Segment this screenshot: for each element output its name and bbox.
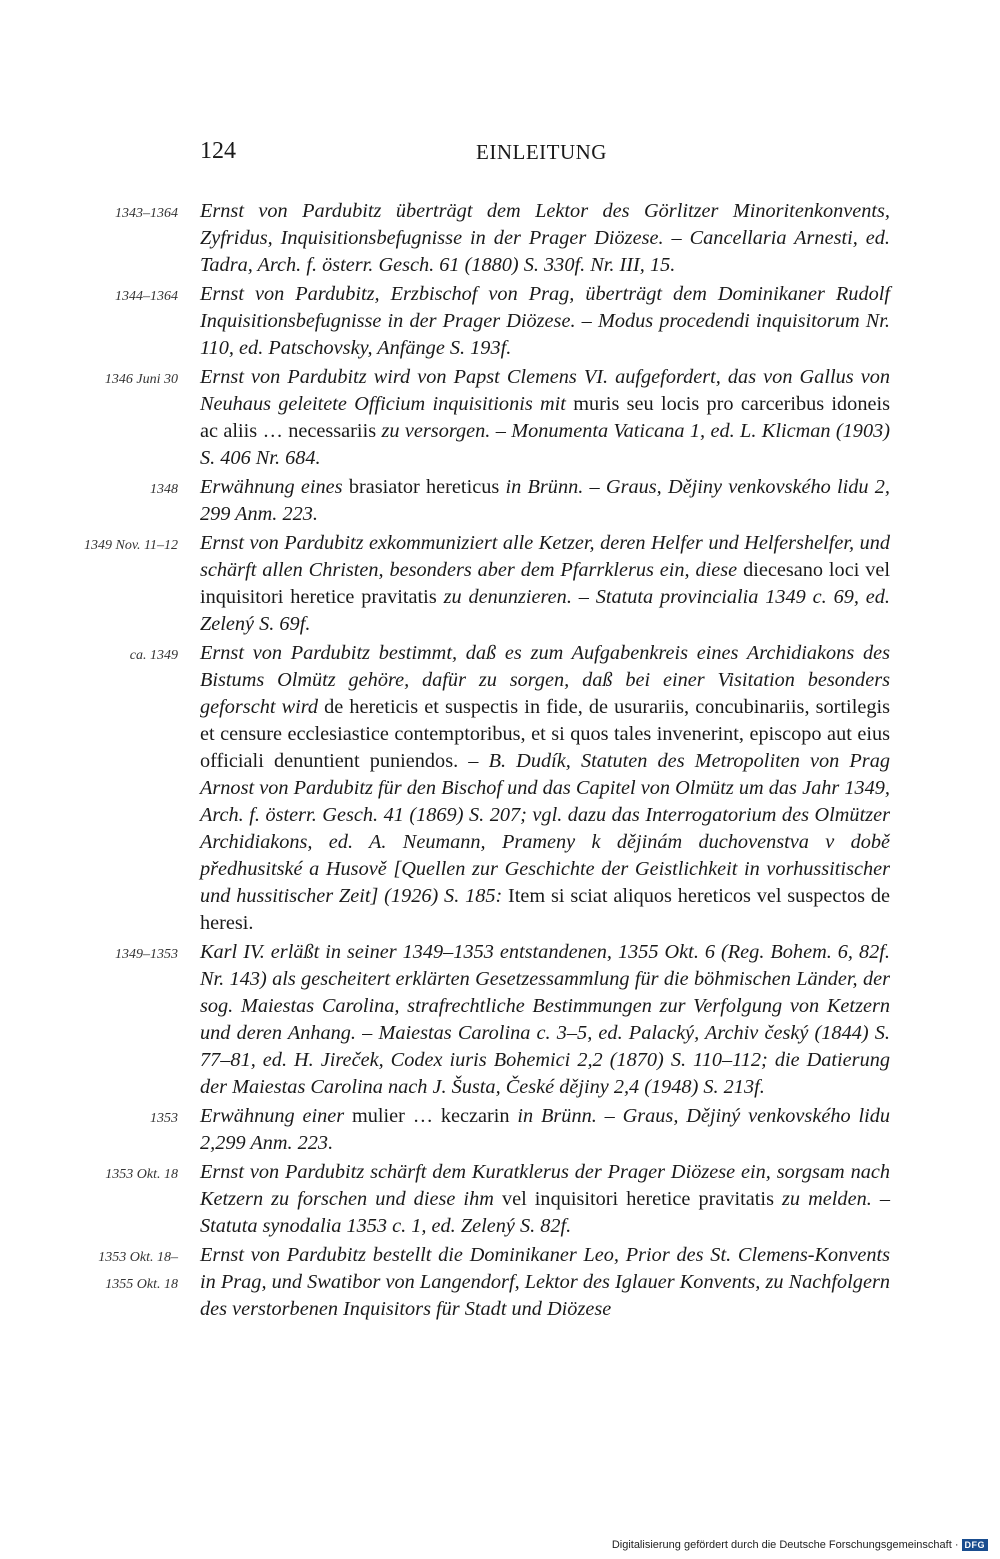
entry-date — [0, 1159, 200, 1240]
entry-text-segment: Ernst von Pardubitz wird von Papst Clemens VI. aufgefordert, das von Gallus von Neuhaus geleitete Officium inquisitionis mit — [200, 366, 890, 415]
entry-date — [0, 530, 200, 638]
entry-text-segment: – B. Dudík, Statuten des Metropoliten von Prag Arnost von Pardubitz für den Bischof und das Capitel von Olmütz um das Jahr 1349, Arch. f. österr. Gesch. 41 (1869) S. 207; vgl. dazu das Interrogatorium des Olmützer Archidiakons, ed. A. Neumann, Prameny k dějinám duchovenstva v době předhusitské a Husově [Quellen zur Geschichte der Geistlichkeit in vorhussitischer und hussitischer Zeit] (1926) S. 185: — [200, 750, 890, 907]
entry-text-segment: Erwähnung einer — [200, 1105, 352, 1127]
chronology-entry — [0, 939, 1000, 1101]
latin-quotation: Item si sciat aliquos hereticos vel suspectos de heresi. — [200, 885, 890, 934]
entry-text — [200, 1103, 890, 1157]
running-head: EINLEITUNG — [476, 140, 607, 164]
entry-date-line: 1353 — [150, 1111, 178, 1126]
entry-text — [200, 198, 890, 279]
chronology-entry — [0, 1159, 1000, 1240]
entry-date-line: 1353 Okt. 18– — [98, 1250, 178, 1265]
entry-date — [0, 474, 200, 528]
chronology-entry — [0, 640, 1000, 937]
entry-date-line: 1344–1364 — [115, 289, 178, 304]
footer-credit: Digitalisierung gefördert durch die Deutsche Forschungsgemeinschaft · — [611, 1539, 959, 1551]
entry-text-segment: Karl IV. erläßt in seiner 1349–1353 entstandenen, 1355 Okt. 6 (Reg. Bohem. 6, 82f. Nr. 143) als gescheitert erklärten Gesetzessammlung für die böhmischen Länder, der sog. Maiestas Carolina, strafrechtliche Bestimmungen zur Verfolgung von Ketzern und deren Anhang. – Maiestas Carolina c. 3–5, ed. Palacký, Archiv český (1844) S. 77–81, ed. H. Jireček, Codex iuris Bohemici 2,2 (1870) S. 110–112; die Datierung der Maiestas Carolina nach J. Šusta, České dějiny 2,4 (1948) S. 213f. — [200, 941, 890, 1098]
entry-date — [0, 640, 200, 937]
latin-quotation: vel inquisitori heretice pravitatis — [501, 1188, 774, 1210]
entry-date-line: 1355 Okt. 18 — [105, 1277, 178, 1292]
entry-date — [0, 281, 200, 362]
entry-text-segment: in Brünn. – Graus, Dějiny venkovského lidu 2, 299 Anm. 223. — [200, 476, 891, 525]
entry-text-segment: Erwähnung eines — [200, 476, 349, 498]
chronology-entry — [0, 474, 1000, 528]
dfg-logo: DFG — [962, 1539, 989, 1551]
latin-quotation: mulier … keczarin — [352, 1105, 510, 1127]
entry-text-segment: in Brünn. – Graus, Dějiný venkovského lidu 2,299 Anm. 223. — [200, 1105, 890, 1154]
entry-text-segment: zu denunzieren. – Statuta provincialia 1349 c. 69, ed. Zelený S. 69f. — [200, 586, 890, 635]
page-number: 124 — [200, 138, 236, 164]
chronology-entries — [0, 198, 1000, 1325]
chronology-entry — [0, 198, 1000, 279]
entry-date-line: 1349–1353 — [115, 947, 178, 962]
entry-date — [0, 939, 200, 1101]
entry-text — [200, 474, 890, 528]
entry-text — [200, 939, 890, 1101]
entry-text-segment: Ernst von Pardubitz, Erzbischof von Prag, überträgt dem Dominikaner Rudolf Inquisitionsbefugnisse in der Prager Diözese. – Modus procedendi inquisitorum Nr. 110, ed. Patschovsky, Anfänge S. 193f. — [200, 283, 890, 359]
entry-text — [200, 281, 890, 362]
chronology-entry — [0, 530, 1000, 638]
chronology-entry — [0, 1242, 1000, 1323]
footer — [612, 1539, 988, 1551]
entry-text-segment: zu melden. – Statuta synodalia 1353 c. 1, ed. Zelený S. 82f. — [200, 1188, 890, 1237]
entry-date-line: 1353 Okt. 18 — [105, 1167, 178, 1182]
latin-quotation: diecesano loci vel inquisitori heretice pravitatis — [200, 559, 891, 608]
entry-text-segment: Ernst von Pardubitz exkommuniziert alle Ketzer, deren Helfer und Helfershelfer, und schärft allen Christen, besonders aber dem Pfarrklerus ein, diese — [200, 532, 890, 581]
entry-text-segment: Ernst von Pardubitz schärft dem Kuratklerus der Prager Diözese ein, sorgsam nach Ketzern zu forschen und diese ihm — [200, 1161, 890, 1210]
entry-date-line: 1349 Nov. 11–12 — [84, 538, 178, 553]
entry-text-segment: zu versorgen. – Monumenta Vaticana 1, ed. L. Klicman (1903) S. 406 Nr. 684. — [200, 420, 890, 469]
entry-text-segment: Ernst von Pardubitz bestellt die Dominikaner Leo, Prior des St. Clemens-Konvents in Prag, und Swatibor von Langendorf, Lektor des Iglauer Konvents, zu Nachfolgern des verstorbenen Inquisitors für Stadt und Diözese — [200, 1244, 890, 1320]
entry-text — [200, 640, 890, 937]
entry-date — [0, 198, 200, 279]
entry-text-segment: Ernst von Pardubitz überträgt dem Lektor des Görlitzer Minoritenkonvents, Zyfridus, Inquisitionsbefugnisse in der Prager Diözese. – Cancellaria Arnesti, ed. Tadra, Arch. f. österr. Gesch. 61 (1880) S. 330f. Nr. III, 15. — [200, 200, 890, 276]
entry-date-line: 1343–1364 — [115, 206, 178, 221]
chronology-entry — [0, 281, 1000, 362]
latin-quotation: muris seu locis pro carceribus idoneis ac aliis … necessariis — [200, 393, 890, 442]
entry-date — [0, 1242, 200, 1323]
entry-text-segment: Ernst von Pardubitz bestimmt, daß es zum Aufgabenkreis eines Archidiakons des Bistums Olmütz gehöre, dafür zu sorgen, daß bei einer Visitation besonders geforscht wird — [200, 642, 890, 718]
latin-quotation: de hereticis et suspectis in fide, de usurariis, concubinariis, sortilegis et censure ecclesiastice contemptoribus, et si quos tales invenerint, episcopo aut eius officiali denuntient puniendos. — [200, 696, 890, 772]
entry-text — [200, 1159, 890, 1240]
entry-date-line: 1348 — [150, 482, 178, 497]
entry-date — [0, 1103, 200, 1157]
latin-quotation: brasiator hereticus — [348, 476, 500, 498]
entry-date-line: 1346 Juni 30 — [104, 372, 178, 387]
entry-text — [200, 1242, 890, 1323]
entry-text — [200, 530, 890, 638]
chronology-entry — [0, 1103, 1000, 1157]
entry-text — [200, 364, 890, 472]
chronology-entry — [0, 364, 1000, 472]
entry-date-line: ca. 1349 — [129, 648, 178, 663]
entry-date — [0, 364, 200, 472]
